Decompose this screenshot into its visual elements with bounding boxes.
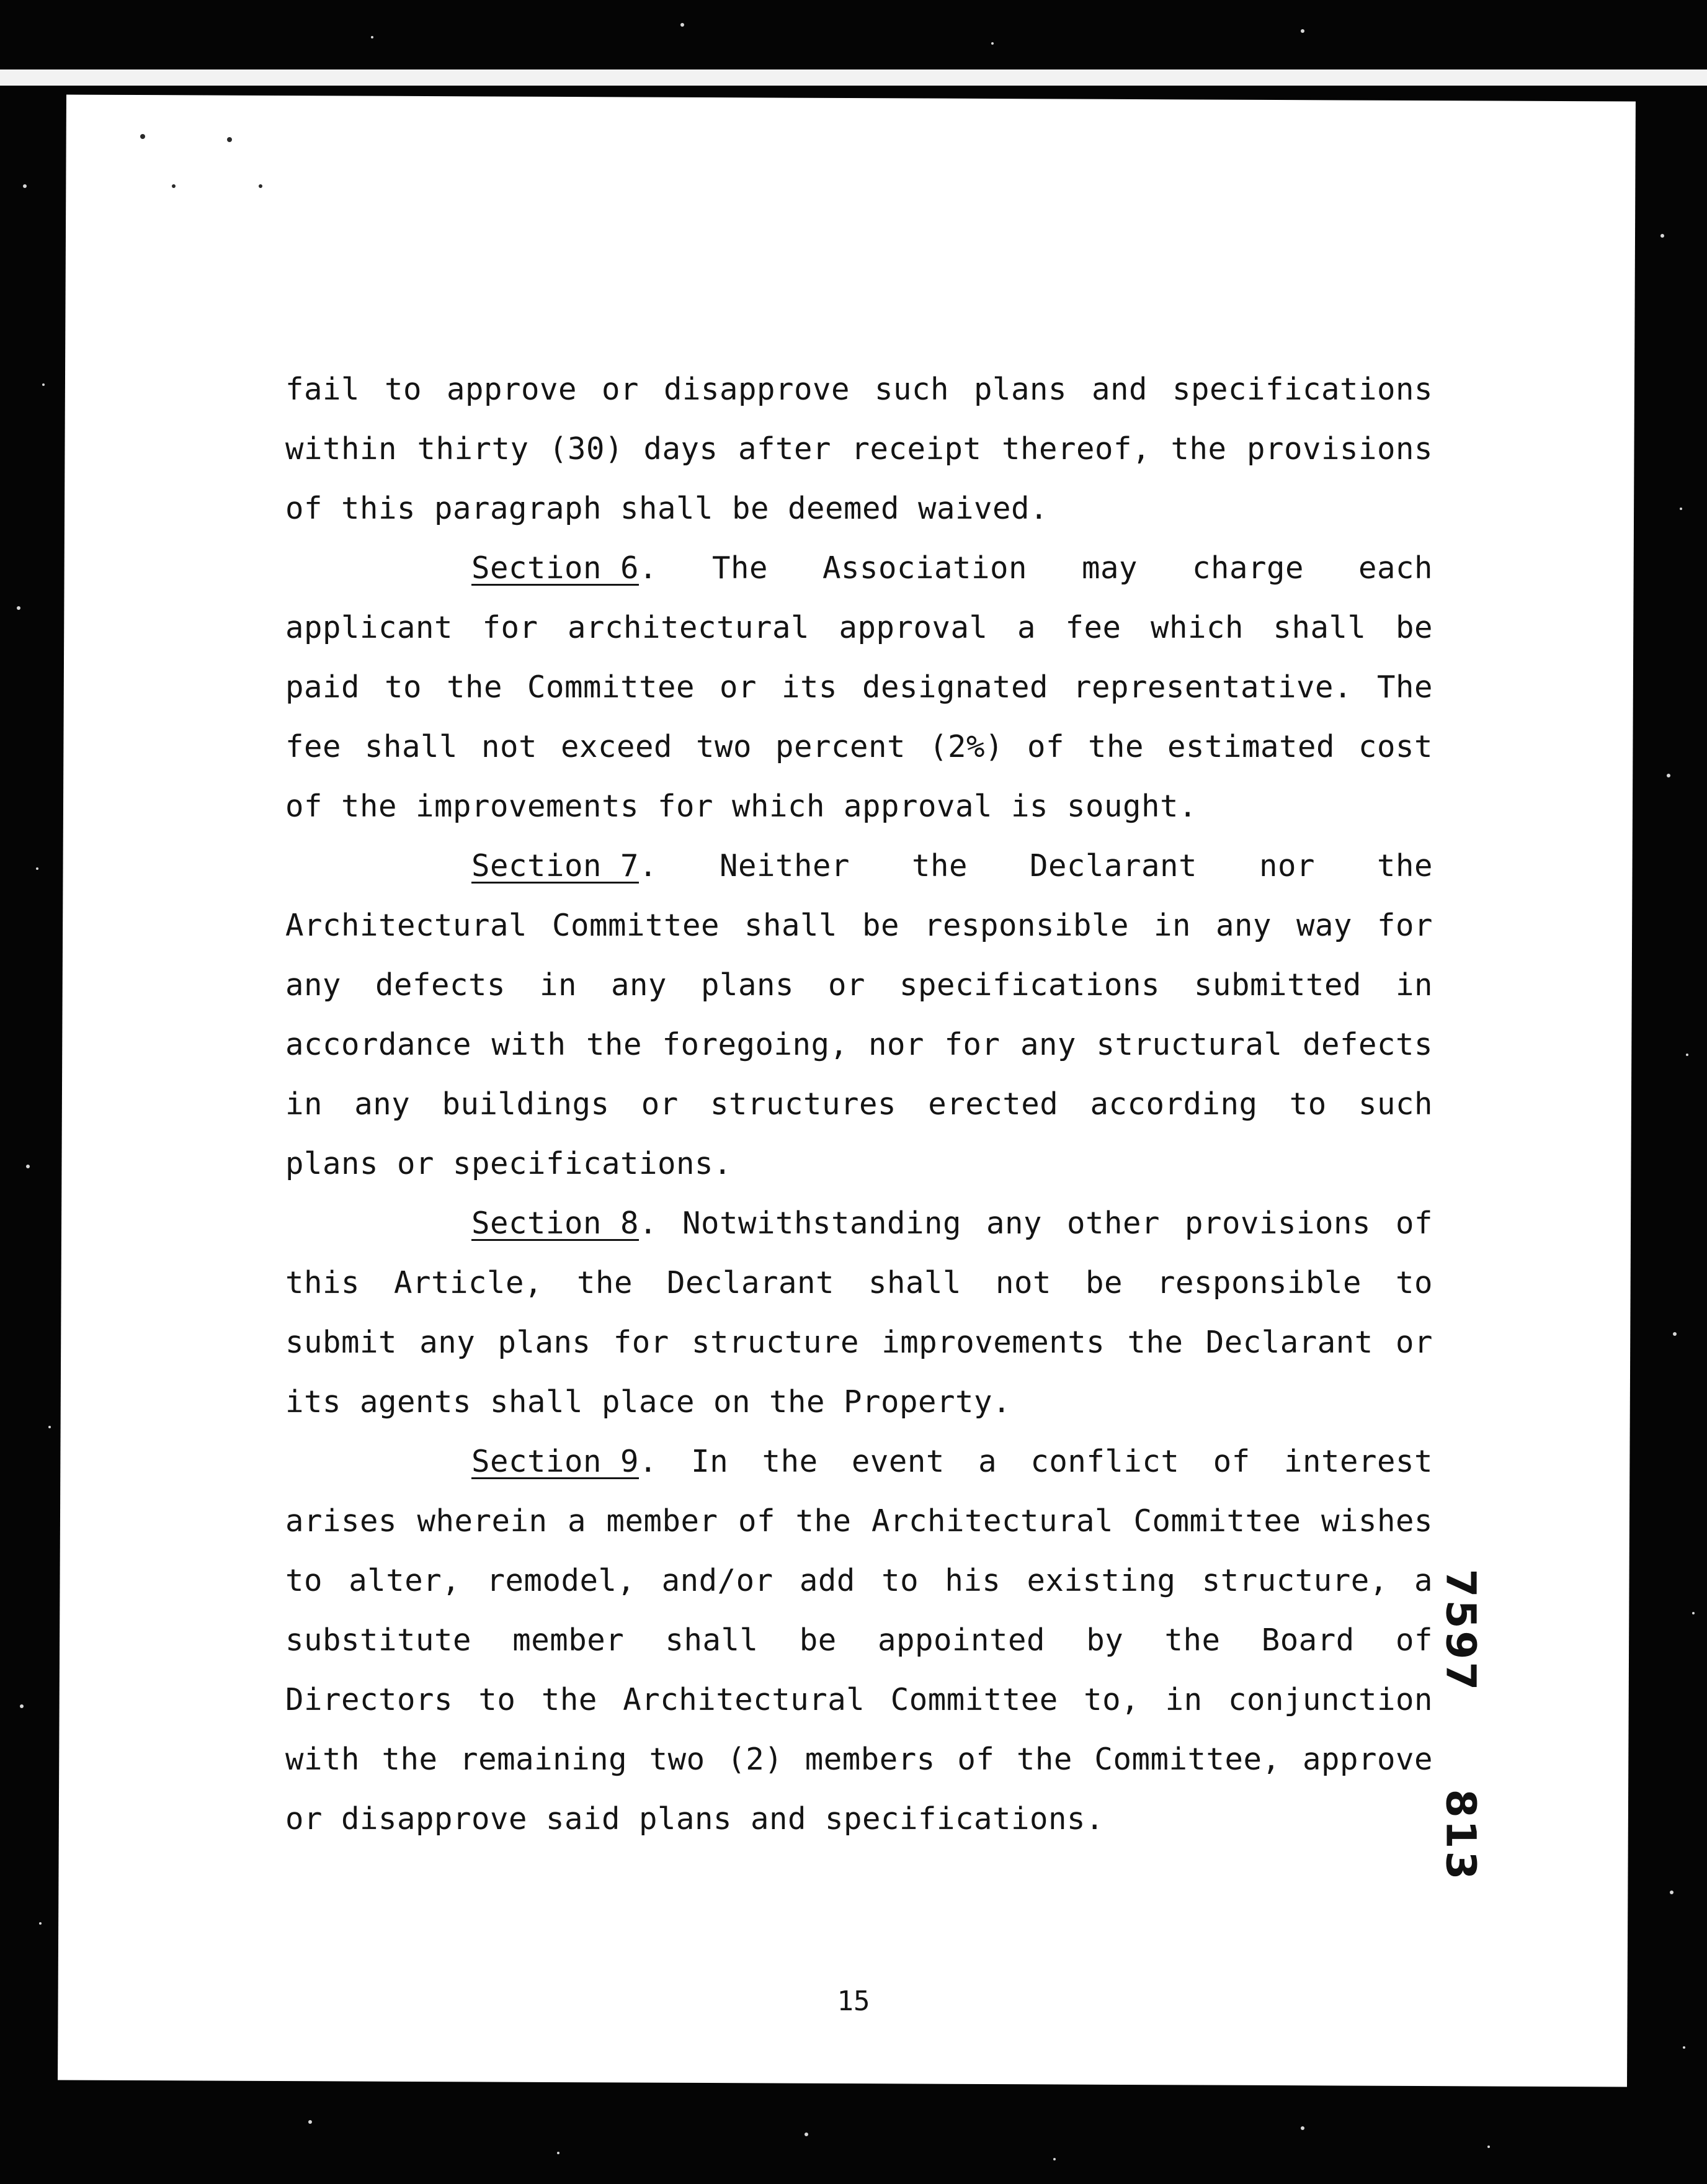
section-9-text: . In the event a conflict of interest arises wherein a member of the Architectural Committee wishes to alter, remodel, and/or add to his existing structure, a substitute member shall be appointed by the Board of Directors to the Architectural Committee to, in conjunction with the remaining two (2) members of the Committee, approve or disapprove said plans and specifications. [285,1444,1433,1837]
section-7-paragraph [285,836,1433,1194]
section-9-paragraph [285,1432,1433,1849]
section-8-paragraph [285,1194,1433,1432]
section-9-heading: Section 9 [471,1444,640,1479]
page-number: 15 [837,1985,870,2017]
top-paper-edge [0,69,1707,86]
section-8-heading: Section 8 [471,1206,640,1241]
section-7-heading: Section 7 [471,848,640,884]
stamp-book-number: 7597 [1437,1569,1485,1693]
recording-stamp [1420,1564,1501,1886]
section-6-text: . The Association may charge each applicant for architectural approval a fee which shall be paid to the Committee or its designated representative. The fee shall not exceed two percent (2%) of the estimated cost of the improvements for which approval is sought. [285,550,1433,824]
paragraph-text: fail to approve or disapprove such plans and specifications within thirty (30) days after receipt thereof, the provisions of this paragraph shall be deemed waived. [285,372,1433,526]
body-text [285,360,1433,1849]
section-6-paragraph [285,539,1433,836]
section-6-heading: Section 6 [471,550,640,586]
paragraph-continuation [285,360,1433,539]
stamp-page-number: 813 [1437,1789,1485,1882]
section-8-text: . Notwithstanding any other provisions of this Article, the Declarant shall not be responsible to submit any plans for structure improvements the Declarant or its agents shall place on the Property. [285,1206,1433,1420]
section-7-text: . Neither the Declarant nor the Architectural Committee shall be responsible in any way for any defects in any plans or specifications submitted in accordance with the foregoing, nor for any structural defects in any buildings or structures erected according to such plans or specifications. [285,848,1433,1181]
